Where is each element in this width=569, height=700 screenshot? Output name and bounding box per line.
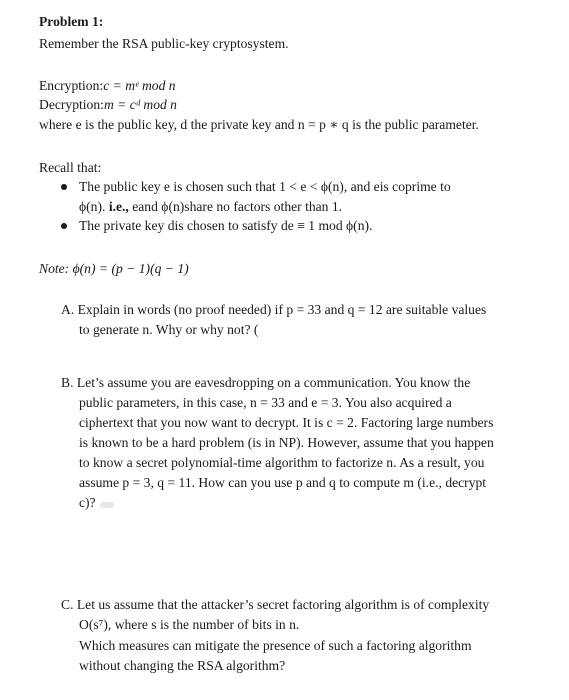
bullet-1-ie: i.e., bbox=[108, 199, 129, 214]
part-b-line-6: assume p = 3, q = 11. How can you use p and q to compute m (i.e., decrypt bbox=[79, 475, 487, 490]
part-a-line-1: A. Explain in words (no proof needed) if p = 33 and q = 12 are suitable values bbox=[61, 302, 487, 317]
encryption-line bbox=[39, 76, 176, 95]
decryption-label: Decryption: bbox=[39, 97, 104, 112]
part-c-line-2: O(s⁷), where s is the number of bits in n. bbox=[79, 617, 300, 632]
bullet-2: The private key dis chosen to satisfy de ≡ 1 mod ϕ(n). bbox=[79, 218, 373, 233]
part-b-line-2: public parameters, in this case, n = 33 and e = 3. You also acquired a bbox=[79, 395, 452, 410]
note-line: Note: ϕ(n) = (p − 1)(q − 1) bbox=[39, 261, 189, 276]
bullet-1-phi: ϕ(n). bbox=[79, 199, 109, 214]
parameters-line: where e is the public key, d the private key and n = p ∗ q is the public parameter. bbox=[39, 117, 479, 132]
scan-smudge bbox=[100, 502, 114, 508]
problem-title: Problem 1: bbox=[39, 14, 104, 29]
bullet-dot bbox=[61, 184, 67, 190]
part-c-line-4: without changing the RSA algorithm? bbox=[79, 658, 286, 673]
part-b-line-1: B. Let’s assume you are eavesdropping on a communication. You know the bbox=[61, 375, 471, 390]
part-c-line-1: C. Let us assume that the attacker’s secret factoring algorithm is of complexity bbox=[61, 597, 490, 612]
bullet-1-rest: eand ϕ(n)share no factors other than 1. bbox=[128, 199, 343, 214]
part-b-line-4: is known to be a hard problem (is in NP). However, assume that you happen bbox=[79, 435, 494, 450]
part-b-line-5: to know a secret polynomial-time algorithm to factorize n. As a result, you bbox=[79, 455, 485, 470]
bullet-1-line-1: The public key e is chosen such that 1 < e < ϕ(n), and eis coprime to bbox=[79, 179, 451, 194]
part-b-line-7: c)? bbox=[79, 495, 96, 510]
part-b-line-3: ciphertext that you now want to decrypt. It is c = 2. Factoring large numbers bbox=[79, 415, 494, 430]
decryption-line bbox=[39, 95, 177, 114]
intro-text: Remember the RSA public-key cryptosystem. bbox=[39, 36, 289, 51]
bullet-dot bbox=[61, 223, 67, 229]
recall-heading: Recall that: bbox=[39, 160, 102, 175]
bullet-1-line-2 bbox=[79, 197, 342, 216]
part-a-line-2: to generate n. Why or why not? ( bbox=[79, 322, 259, 337]
encryption-formula: c = mᵉ mod n bbox=[103, 78, 176, 93]
encryption-label: Encryption: bbox=[39, 78, 104, 93]
part-c-line-3: Which measures can mitigate the presence of such a factoring algorithm bbox=[79, 638, 472, 653]
decryption-formula: m = cᵈ mod n bbox=[103, 97, 177, 112]
